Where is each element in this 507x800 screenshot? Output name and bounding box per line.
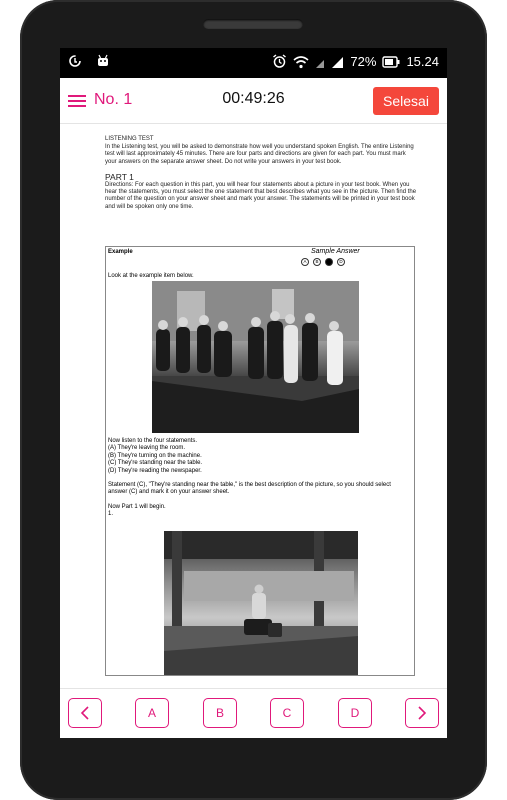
signal-low-icon: [315, 55, 325, 69]
example-box: [105, 246, 415, 676]
battery-percent: 72%: [350, 54, 377, 69]
alarm-icon: [272, 54, 287, 69]
question-number: No. 1: [94, 91, 133, 108]
menu-icon[interactable]: [68, 95, 86, 107]
clock-time: 15.24: [406, 54, 439, 69]
sample-answer-title: Sample Answer: [311, 248, 360, 255]
section-heading: LISTENING TEST: [105, 136, 154, 142]
signal-icon: [331, 55, 344, 69]
statement-d: (D) They're reading the newspaper.: [108, 467, 202, 474]
prev-question-button[interactable]: [68, 698, 102, 728]
submit-button[interactable]: Selesai: [373, 87, 439, 115]
countdown-timer: 00:49:26: [222, 90, 285, 107]
bubble-d: D: [337, 258, 345, 266]
bubble-a: A: [301, 258, 309, 266]
status-bar: [60, 48, 447, 78]
test-document: [105, 136, 417, 211]
next-question-button[interactable]: [405, 698, 439, 728]
phone-speaker: [203, 19, 303, 29]
app-bar: [60, 78, 447, 124]
battery-icon: [382, 56, 400, 68]
answer-c-button[interactable]: C: [270, 698, 304, 728]
question-1-photo-train-station: [164, 531, 358, 675]
test-page-content[interactable]: [60, 124, 447, 688]
bubble-b: B: [313, 258, 321, 266]
statements-block: [108, 438, 408, 519]
answer-nav-bar: [60, 688, 447, 738]
device-screen: [60, 48, 447, 738]
statement-b: (B) They're turning on the machine.: [108, 452, 202, 459]
example-label: Example: [108, 249, 133, 255]
begin-text: Now Part 1 will begin.: [108, 503, 166, 510]
question-1-number: 1.: [108, 511, 114, 518]
answer-d-button[interactable]: D: [338, 698, 372, 728]
bubble-c-selected: [325, 258, 333, 266]
statement-a: (A) They're leaving the room.: [108, 445, 186, 452]
listen-instruction: Now listen to the four statements.: [108, 438, 198, 444]
wifi-icon: [293, 55, 309, 69]
android-icon: [96, 54, 110, 68]
intro-paragraph: In the Listening test, you will be asked to demonstrate how well you understand spoken English. The entire Listening test will last approximately 45 minutes. There are four parts and directions are given for each part. You must mark your answers on the separate answer sheet. Do not write your answers in your test book.: [105, 144, 414, 165]
directions-paragraph: Directions: For each question in this part, you will hear four statements about a picture in your test book. When you hear the statements, you must select the one statement that best describes what you see in the picture. Then find the number of the question on your answer sheet and mark your answer. The statements will be printed in your test book and will be spoken only one time.: [105, 182, 417, 210]
chevron-right-icon: [417, 706, 427, 720]
chevron-left-icon: [80, 706, 90, 720]
sample-answer-bubbles: [301, 258, 345, 266]
example-photo-meeting-room: [152, 281, 359, 433]
part-title: PART 1: [105, 171, 134, 182]
statement-c: (C) They're standing near the table.: [108, 460, 203, 467]
data-saver-icon: [68, 54, 82, 68]
answer-b-button[interactable]: B: [203, 698, 237, 728]
look-instruction: Look at the example item below.: [108, 273, 194, 279]
answer-a-button[interactable]: A: [135, 698, 169, 728]
explanation-text: Statement (C), "They're standing near the table," is the best description of the picture, so you should select answer (C) and mark it on your answer sheet.: [108, 482, 391, 496]
